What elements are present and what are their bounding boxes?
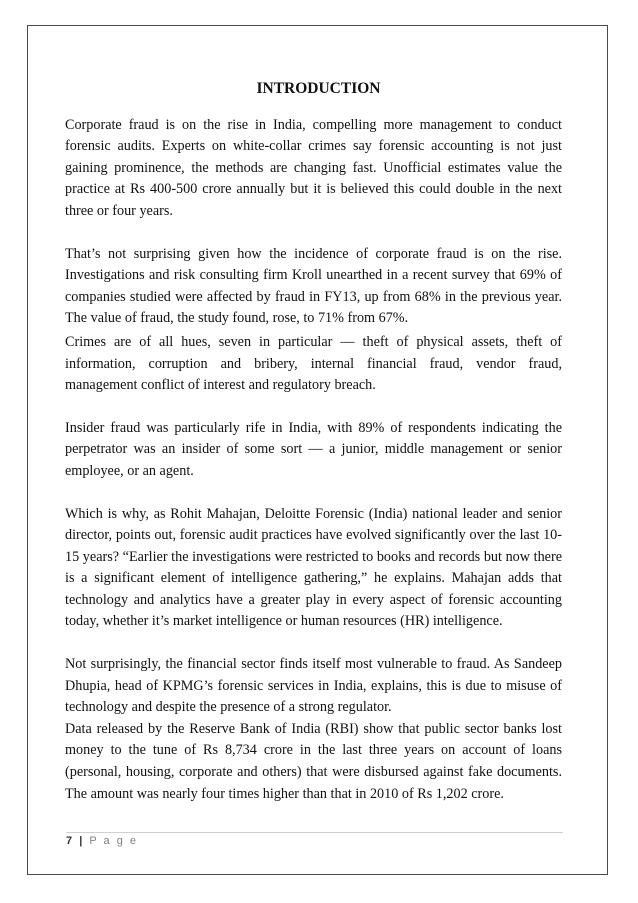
page-footer (66, 835, 138, 847)
paragraph-deloitte-quote: Which is why, as Rohit Mahajan, Deloitte Forensic (India) national leader and senior director, points out, forensic audit practices have evolved significantly over the last 10-15 years? “Earlier the investigations were restricted to books and records but now there is a significant element of intelligence gathering,” he explains. Mahajan adds that technology and analytics have a greater play in every aspect of forensic accounting today, whether it’s market intelligence or human resources (HR) intelligence. (65, 505, 562, 630)
page-number: 7 (66, 835, 73, 847)
page-title: INTRODUCTION (256, 80, 381, 97)
document-body (65, 78, 562, 805)
paragraph-rbi-data: Data released by the Reserve Bank of India (RBI) show that public sector banks lost money to the tune of Rs 8,734 crore in the last three years on account of loans (personal, housing, corporate and others) that were disbursed against fake documents. The amount was nearly four times higher than that in 2010 of Rs 1,202 crore. (65, 720, 562, 802)
paragraph-kroll-survey: That’s not surprising given how the incidence of corporate fraud is on the rise. Investigations and risk consulting firm Kroll unearthed in a recent survey that 69% of companies studied were affected by fraud in FY13, up from 68% in the previous year. The value of fraud, the study found, rose, to 71% from 67%. (65, 245, 562, 327)
paragraph-financial-sector: Not surprisingly, the financial sector finds itself most vulnerable to fraud. As Sandeep Dhupia, head of KPMG’s forensic services in India, explains, this is due to misuse of technology and despite the presence of a strong regulator. (65, 656, 562, 716)
paragraph-insider-fraud: Insider fraud was particularly rife in India, with 89% of respondents indicating the perpetrator was an insider of some sort — a junior, middle management or senior employee, or an agent. (65, 419, 562, 479)
footer-divider (66, 832, 563, 833)
footer-separator: | (79, 835, 83, 847)
page-label: P a g e (89, 835, 138, 847)
paragraph-crime-types: Crimes are of all hues, seven in particular — theft of physical assets, theft of information, corruption and bribery, internal financial fraud, vendor fraud, management conflict of interest and regulatory breach. (65, 333, 562, 394)
paragraph-corporate-fraud: Corporate fraud is on the rise in India, compelling more management to conduct forensic audits. Experts on white-collar crimes say forensic accounting is not just gaining prominence, the methods are changing fast. Unofficial estimates value the practice at Rs 400-500 crore annually but it is believed this could double in the next three or four years. (65, 116, 562, 219)
